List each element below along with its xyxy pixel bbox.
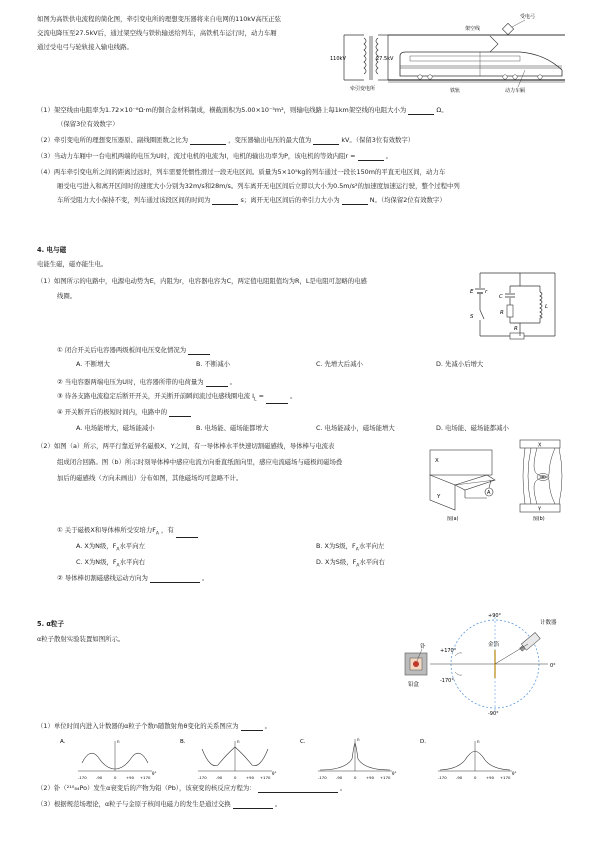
graph-d-axis-theta: θ° bbox=[512, 771, 517, 776]
s4-sub4-opt-b[interactable]: B. 电场能、磁场能都增大 bbox=[196, 424, 269, 432]
s4-sub1-opt-d[interactable]: D. 先减小后增大 bbox=[436, 360, 484, 368]
graph-a-axis-n: n bbox=[117, 739, 120, 744]
alpha-scattering-apparatus bbox=[400, 612, 570, 717]
graph-d-tick: -170 bbox=[438, 775, 447, 780]
section-5-subtitle: α粒子散射实验装置如图所示。 bbox=[37, 635, 125, 643]
intro-line-2: 交流电降压至27.5kV后，通过架空线与铁轨输送给列车，高铁机车运行时，动力车厢 bbox=[37, 29, 277, 37]
answer-blank[interactable] bbox=[150, 575, 200, 583]
label-counter: 计数器 bbox=[540, 620, 557, 626]
q3-4-line-3: 车所受阻力大小保持不变，列车通过该段区间的时间为 s；离开无电区间后的牵引力大小为 N。（均保留2位有效数字） bbox=[57, 196, 446, 204]
answer-blank[interactable] bbox=[188, 347, 210, 355]
graph-c-tick: -170 bbox=[318, 775, 327, 780]
s4-q2-opt-a[interactable]: A. X为N级，$F_A$水平向左 bbox=[76, 542, 145, 553]
label-E: E bbox=[470, 289, 474, 295]
angle-zero: 0° bbox=[550, 663, 556, 669]
answer-blank[interactable] bbox=[190, 137, 226, 145]
angle-plus-170: +170° bbox=[440, 648, 457, 654]
label-S: S bbox=[470, 314, 474, 320]
graph-c bbox=[300, 737, 396, 780]
q3-1: （1）架空线由电阻率为1.72×10⁻⁸Ω·m的铜合金材料制成，横截面积为5.00×10⁻⁵m²，则输电线路上每1km架空线的电阻大小为 Ω。 bbox=[37, 106, 448, 114]
section-4-subtitle: 电能生磁，磁亦能生电。 bbox=[37, 260, 108, 268]
s4-sub1-opt-c[interactable]: C. 先增大后减小 bbox=[316, 360, 363, 368]
graph-c-tick: 0 bbox=[354, 775, 357, 780]
answer-blank[interactable] bbox=[313, 137, 339, 145]
graph-b-tick: -90 bbox=[216, 775, 223, 780]
graph-c-axis-theta: θ° bbox=[392, 771, 397, 776]
s4-sub4-opt-a[interactable]: A. 电场能增大，磁场能减小 bbox=[76, 424, 155, 432]
graph-d-label: D. bbox=[420, 739, 426, 745]
s4-q2-line-3: 加后的磁感线（方向未画出）分布如图，其他磁场均可忽略不计。 bbox=[57, 474, 243, 482]
s4-sub2: ② 当电容器两端电压为U时，电容器所带的电荷量为 。 bbox=[57, 378, 237, 386]
s4-sub1: ① 闭合开关后电容器两级板间电压变化情况为 bbox=[57, 346, 210, 355]
q3-4-line-2: 厢受电弓进入和离开区间时的速度大小分别为32m/s和28m/s。列车离开无电区间后立即以大小为0.5m/s²的加速度加速运行驶，整个过程中列 bbox=[57, 182, 460, 190]
pantograph-marker bbox=[502, 23, 513, 34]
s5-q2: （2）钋（²¹⁰₈₄Po）发生α衰变后的产物为铅（Pb），该衰变的核反应方程为： 。 bbox=[37, 784, 347, 792]
graph-a-tick: 0 bbox=[114, 775, 117, 780]
label-pantograph: 受电弓 bbox=[520, 14, 536, 20]
graph-d-tick: 0 bbox=[474, 775, 477, 780]
label-substation: 牵引变电所 bbox=[350, 86, 376, 92]
graph-a-tick: -170 bbox=[78, 775, 87, 780]
s4-sub1-opt-a[interactable]: A. 不断增大 bbox=[76, 360, 110, 368]
label-X-b: X bbox=[538, 442, 542, 449]
s4-q2-sub1: ① 关于磁极X和导体棒所受安培力$F_A$ ，有 bbox=[57, 526, 198, 538]
intro-line-3: 通过受电弓与轮轨接入输电线路。 bbox=[37, 43, 133, 51]
lc-circuit-diagram bbox=[470, 268, 565, 343]
graph-d-tick: -90 bbox=[456, 775, 463, 780]
s4-sub1-opt-b[interactable]: B. 不断减小 bbox=[196, 360, 231, 368]
graph-d bbox=[420, 739, 516, 780]
label-overhead-line: 架空线 bbox=[465, 26, 481, 32]
q3-3: （3）当动力车厢中一台电机两端的电压为U时，流过电机的电流为I，电机的输出功率为P，该电机的等效内阻r = 。 bbox=[37, 152, 392, 160]
graph-a-axis-theta: θ° bbox=[152, 771, 157, 776]
s5-q3: （3）根据规范场理论，α粒子与金原子核间电磁力的发生是通过交换 。 bbox=[37, 800, 282, 808]
graph-b-axis-n: n bbox=[237, 739, 240, 744]
label-L: L bbox=[545, 304, 549, 310]
s4-q2-sub2: ② 导体棒切割磁感线运动方向为 。 bbox=[57, 574, 209, 582]
graph-a-tick: -90 bbox=[96, 775, 103, 780]
label-27kv: 27.5kV bbox=[376, 56, 394, 62]
label-foil: 金箔 bbox=[488, 642, 500, 648]
ammeter-label: A bbox=[487, 490, 491, 496]
s4-q2-line-2: 组成闭合回路。图（b）所示时刻导体棒中感应电流方向垂直纸面向里，感应电流磁场与磁极间磁场叠 bbox=[57, 458, 343, 466]
graph-c-label: C. bbox=[300, 739, 306, 745]
s4-sub4: ④ 开关断开后的极短时间内，电路中的 bbox=[57, 408, 191, 417]
answer-blank[interactable] bbox=[206, 379, 228, 387]
graph-b-label: B. bbox=[180, 739, 186, 745]
graph-b-tick: 0 bbox=[234, 775, 237, 780]
answer-blank[interactable] bbox=[266, 396, 288, 404]
label-source: 钋 bbox=[420, 644, 426, 650]
graph-c-tick: -90 bbox=[336, 775, 343, 780]
label-rail: 铁轨 bbox=[450, 88, 461, 94]
graph-a-tick: +170 bbox=[140, 775, 151, 780]
graph-c-axis-n: n bbox=[357, 737, 360, 742]
answer-blank[interactable] bbox=[258, 785, 338, 793]
q3-4-line-1: （4）两车牵引变电所之间的距离过远时，列车需要凭惯性滑过一段无电区间。质量为5×10⁵kg的列车通过一段长150m的平直无电区间，动力车 bbox=[37, 168, 446, 176]
graph-b-tick: +90 bbox=[246, 775, 255, 780]
s4-q2-opt-b[interactable]: B. X为S级，$F_A$水平向左 bbox=[316, 542, 385, 553]
graph-d-tick: +170 bbox=[500, 775, 511, 780]
magnet-figures bbox=[425, 440, 575, 525]
section-4-title: 4. 电与磁 bbox=[37, 246, 67, 254]
graph-b bbox=[180, 739, 276, 780]
s4-q2-opt-c[interactable]: C. X为N级，$F_A$水平向右 bbox=[76, 558, 146, 569]
s4-sub3: ③ 待各支路电流稳定后断开开关，开关断开前瞬间流过电感线圈电流 $I_L$ = 。 bbox=[57, 392, 297, 403]
label-power-car: 动力车厢 bbox=[505, 88, 526, 94]
label-R2: R bbox=[514, 326, 518, 332]
label-Y: Y bbox=[437, 494, 441, 500]
angle-minus-90: -90° bbox=[488, 711, 499, 717]
graph-b-axis-theta: θ° bbox=[272, 771, 277, 776]
label-lead-box: 铅盒 bbox=[408, 682, 420, 688]
option-graphs bbox=[60, 735, 517, 783]
graph-a-tick: +90 bbox=[126, 775, 135, 780]
angle-plus-90: +90° bbox=[488, 613, 502, 619]
q3-1-note: （保留3位有效数字） bbox=[57, 120, 119, 128]
answer-blank[interactable] bbox=[342, 197, 368, 205]
s4-q2-line-1: （2）如图（a）所示，两平行靠近异名磁极X、Y之间，有一导体棒水平快速切割磁感线，导体棒与电流表 bbox=[37, 442, 335, 450]
s4-q1-line-2: 线圈。 bbox=[57, 292, 77, 300]
answer-blank[interactable] bbox=[408, 107, 434, 115]
answer-blank[interactable] bbox=[212, 197, 238, 205]
answer-blank[interactable] bbox=[176, 530, 198, 538]
answer-blank[interactable] bbox=[241, 723, 263, 731]
angle-minus-170: -170° bbox=[440, 678, 454, 684]
graph-d-tick: +90 bbox=[486, 775, 495, 780]
label-X: X bbox=[435, 458, 439, 464]
intro-line-1: 如图为高铁供电流程的简化图，牵引变电所的理想变压器将来自电网的110kV高压正弦 bbox=[37, 15, 281, 23]
q3-2: （2）牵引变电所的理想变压器原、副线圈匝数之比为 ，变压器输出电压的最大值为 kV。（保留3位有效数字） bbox=[37, 136, 415, 144]
graph-d-axis-n: n bbox=[477, 739, 480, 744]
s5-q1: （1）单位时间内进入计数器的α粒子个数n随散射角θ变化的关系图应为 。 bbox=[37, 722, 272, 730]
s4-q2-opt-d[interactable]: D. X为S级，$F_A$水平向右 bbox=[316, 558, 385, 569]
answer-blank[interactable] bbox=[358, 153, 384, 161]
graph-c-tick: +170 bbox=[380, 775, 391, 780]
s4-sub4-opt-c[interactable]: C. 电场能减小，磁场能增大 bbox=[316, 424, 395, 432]
fig-a-caption: 图(a) bbox=[447, 517, 459, 522]
graph-a bbox=[60, 739, 156, 780]
fig-b-caption: 图(b) bbox=[533, 517, 545, 522]
label-C: C bbox=[499, 294, 503, 300]
label-r: r bbox=[485, 289, 488, 295]
answer-blank[interactable] bbox=[169, 409, 191, 417]
label-R1: R bbox=[500, 310, 504, 316]
graph-c-tick: +90 bbox=[366, 775, 375, 780]
answer-blank[interactable] bbox=[233, 801, 273, 809]
section-5-title: 5. α粒子 bbox=[37, 620, 65, 628]
graph-b-tick: +170 bbox=[260, 775, 271, 780]
label-Y-b: Y bbox=[538, 506, 542, 513]
s4-q1-line-1: （1）如图所示的电路中，电源电动势为E，内阻为r，电容器电容为C，两定值电阻阻值均为R，L是电阻可忽略的电感 bbox=[37, 277, 367, 285]
traction-supply-diagram bbox=[330, 10, 570, 100]
graph-a-label: A. bbox=[60, 739, 66, 745]
label-110kv: 110kV bbox=[330, 56, 346, 62]
s4-sub4-opt-d[interactable]: D. 电场能、磁场能都减小 bbox=[436, 424, 509, 432]
graph-b-tick: -170 bbox=[198, 775, 207, 780]
